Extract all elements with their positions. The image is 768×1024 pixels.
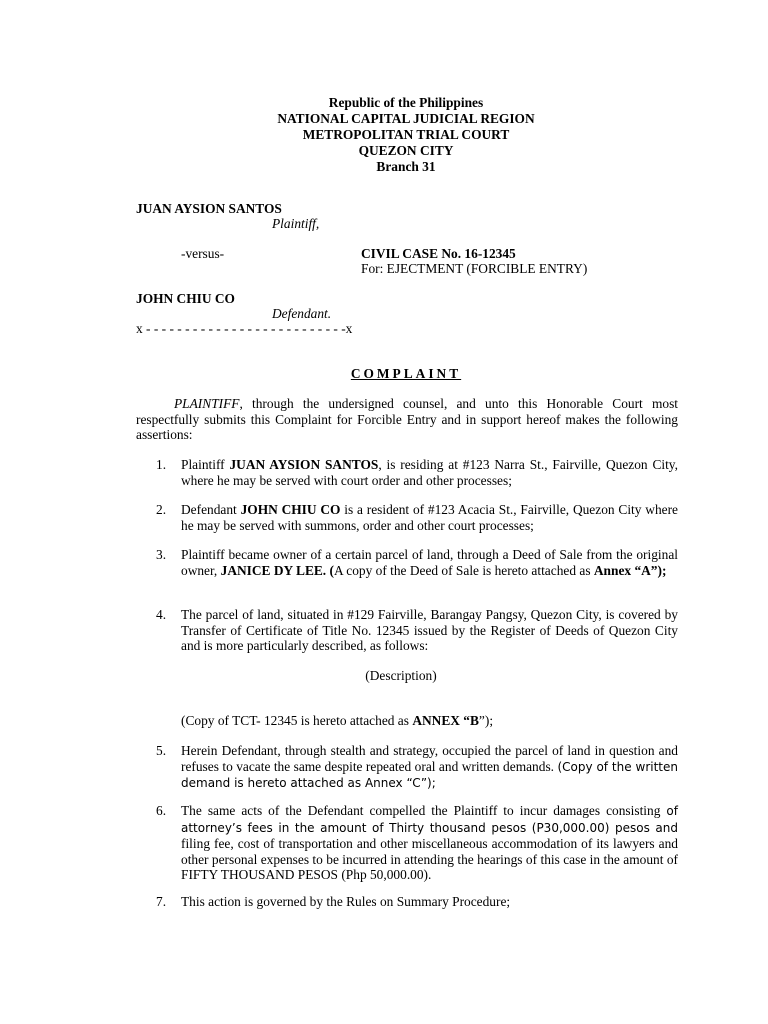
tct-annex-note (181, 713, 493, 729)
tct-note-part: ”); (478, 713, 494, 728)
item-text (181, 547, 678, 578)
defendant-name: JOHN CHIU CO (136, 291, 235, 306)
header-court: METROPOLITAN TRIAL COURT (302, 127, 510, 142)
item-number: 2. (156, 502, 167, 517)
description-placeholder: (Description) (365, 668, 437, 683)
item-text (181, 803, 678, 883)
header-city: QUEZON CITY (358, 143, 454, 158)
item-text (181, 457, 678, 488)
item-text-bold: Annex “A”); (593, 562, 667, 578)
item-text-part: Plaintiff (181, 457, 230, 472)
item-number: 4. (156, 607, 167, 622)
item-number: 6. (156, 803, 167, 818)
caption-divider: x - - - - - - - - - - - - - - - - - - - - - - - - - -x (136, 321, 353, 336)
item-text-part: is a resident of #123 Acacia St., Fairville, Quezon City where he may be served with summons, order and other court processes; (181, 502, 678, 533)
defendant-label: Defendant. (272, 306, 332, 321)
court-header (0, 95, 768, 175)
item-text: This action is governed by the Rules on Summary Procedure; (181, 894, 511, 909)
document-title: COMPLAINT (350, 366, 462, 381)
item-text (181, 502, 678, 533)
item-text-part: , is residing at #123 Narra St., Fairville, Quezon City, where he may be served with court order and other processes; (181, 457, 678, 488)
item-number: 7. (156, 894, 167, 909)
intro-text: , through the undersigned counsel, and unto this Honorable Court most respectfully submits this Complaint for Forcible Entry and in support hereof makes the following assertions: (136, 396, 678, 442)
item-text-part: The same acts of the Defendant compelled the Plaintiff to incur damages consisting (181, 803, 667, 818)
item-text: The parcel of land, situated in #129 Fairville, Barangay Pangsy, Quezon City, is covered by Transfer of Certificate of Title No. 12345 issued by the Register of Deeds of Quezon City and is more particularly described, as follows: (181, 607, 678, 653)
item-text-bold: JUAN AYSION SANTOS (229, 457, 379, 472)
header-branch: Branch 31 (376, 159, 436, 174)
tct-note-part: (Copy of TCT- 12345 is hereto attached as (181, 713, 413, 728)
versus-label: -versus- (181, 246, 225, 261)
item-text-sans: of attorney’s fees in the amount of Thirty thousand pesos (P30,000.00) pesos and (181, 804, 678, 835)
item-text-part: Herein Defendant, through stealth and strategy, occupied the parcel of land in question and refuses to vacate the same despite repeated oral and written demands. (181, 743, 678, 774)
item-text-part: Plaintiff became owner of a certain parcel of land, through a Deed of Sale from the original owner, (181, 547, 678, 578)
item-text-part: filing fee, cost of transportation and other miscellaneous accommodation of its lawyers and other personal expenses to be incurred in attending the hearings of this case in the amount of FIFTY THOUSAND PESOS (Php 50,000.00). (181, 836, 678, 882)
tct-note-bold: ANNEX “B (412, 713, 479, 728)
item-number: 5. (156, 743, 167, 758)
item-text-bold: JANICE DY LEE. ( (220, 562, 334, 578)
item-text-bold: JOHN CHIU CO (240, 502, 341, 517)
header-republic: Republic of the Philippines (328, 95, 484, 110)
header-region: NATIONAL CAPITAL JUDICIAL REGION (277, 111, 535, 126)
case-number: CIVIL CASE No. 16-12345 (361, 246, 516, 261)
item-number: 3. (156, 547, 167, 562)
item-number: 1. (156, 457, 167, 472)
item-text (181, 743, 678, 792)
plaintiff-name: JUAN AYSION SANTOS (136, 201, 282, 216)
intro-paragraph (136, 396, 678, 443)
item-text-part: Defendant (181, 502, 241, 517)
plaintiff-label: Plaintiff, (272, 216, 320, 231)
item-text-sans: (Copy of the written demand is hereto attached as Annex “C”); (181, 759, 678, 790)
intro-lead: PLAINTIFF (174, 396, 240, 411)
case-type: For: EJECTMENT (FORCIBLE ENTRY) (361, 261, 588, 276)
item-text-part: A copy of the Deed of Sale is hereto attached as (333, 562, 594, 578)
